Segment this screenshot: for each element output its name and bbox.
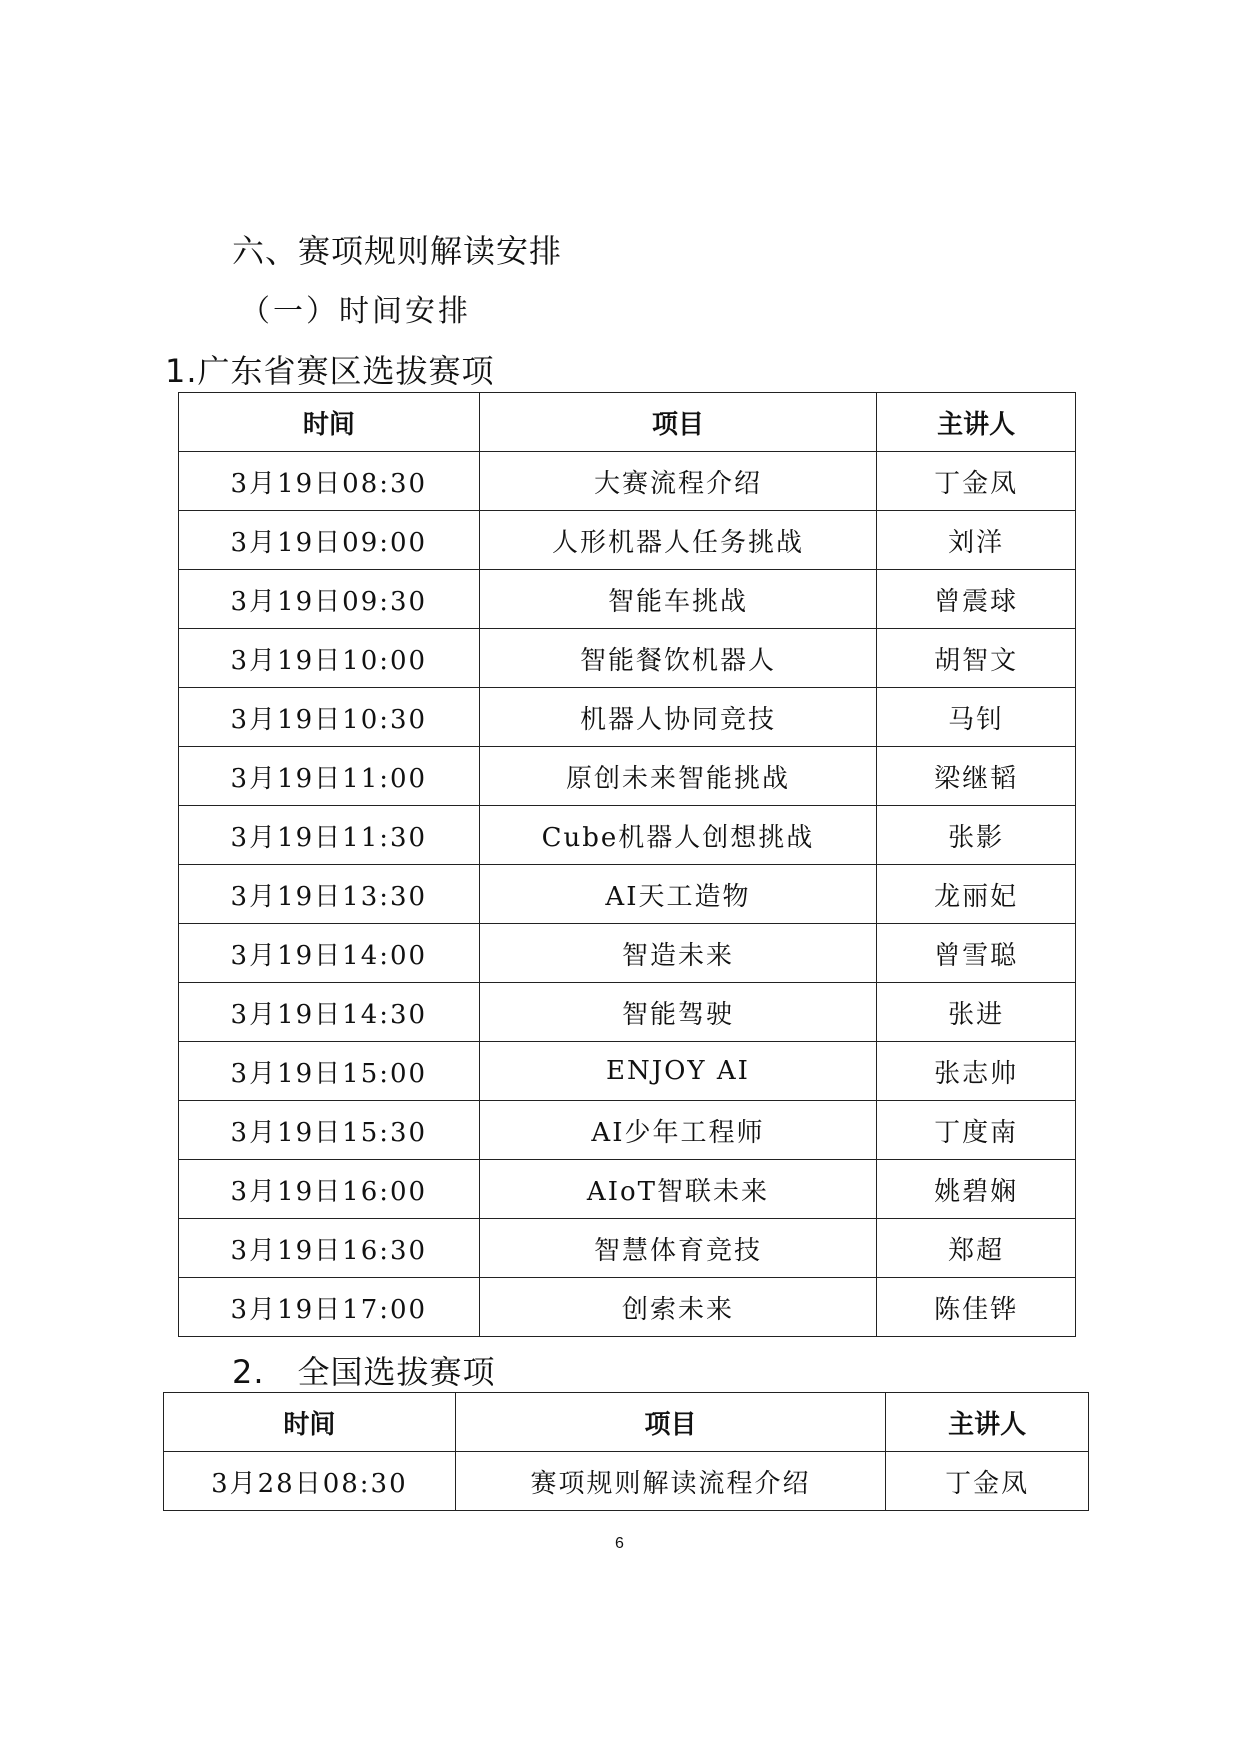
- schedule-table-national: [163, 1392, 1089, 1511]
- cell-speaker: 张进: [877, 983, 1076, 1042]
- cell-time: 3月19日14:00: [179, 924, 480, 983]
- cell-speaker: 曾雪聪: [877, 924, 1076, 983]
- cell-time: 3月19日08:30: [179, 452, 480, 511]
- page-number: 6: [615, 1535, 624, 1552]
- header-time: 时间: [164, 1393, 456, 1452]
- cell-item: 大赛流程介绍: [479, 452, 877, 511]
- table1-title: 1.广东省赛区选拔赛项: [165, 352, 495, 390]
- schedule-table-guangdong: [178, 392, 1076, 1337]
- cell-speaker: 丁金凤: [877, 452, 1076, 511]
- cell-time: 3月19日11:30: [179, 806, 480, 865]
- cell-time: 3月19日17:00: [179, 1278, 480, 1337]
- cell-speaker: 丁金凤: [886, 1452, 1089, 1511]
- cell-item: Cube机器人创想挑战: [479, 806, 877, 865]
- cell-item: 智造未来: [479, 924, 877, 983]
- cell-time: 3月19日16:00: [179, 1160, 480, 1219]
- header-item: 项目: [479, 393, 877, 452]
- cell-item: 创索未来: [479, 1278, 877, 1337]
- table-row: [179, 747, 1076, 806]
- cell-item: ENJOY AI: [479, 1042, 877, 1101]
- cell-speaker: 曾震球: [877, 570, 1076, 629]
- cell-item: 智慧体育竞技: [479, 1219, 877, 1278]
- cell-speaker: 郑超: [877, 1219, 1076, 1278]
- table-row: [179, 924, 1076, 983]
- cell-speaker: 刘洋: [877, 511, 1076, 570]
- cell-item: 智能车挑战: [479, 570, 877, 629]
- cell-speaker: 龙丽妃: [877, 865, 1076, 924]
- cell-item: 赛项规则解读流程介绍: [455, 1452, 885, 1511]
- table-row: [179, 1042, 1076, 1101]
- cell-speaker: 陈佳铧: [877, 1278, 1076, 1337]
- table-row: [179, 629, 1076, 688]
- cell-time: 3月19日16:30: [179, 1219, 480, 1278]
- subsection-heading: （一）时间安排: [240, 294, 471, 329]
- table-row: [179, 983, 1076, 1042]
- table-row: [179, 1101, 1076, 1160]
- cell-item: 人形机器人任务挑战: [479, 511, 877, 570]
- cell-speaker: 丁度南: [877, 1101, 1076, 1160]
- cell-time: 3月19日11:00: [179, 747, 480, 806]
- cell-item: 机器人协同竞技: [479, 688, 877, 747]
- table-row: [179, 1160, 1076, 1219]
- table2-title: 2. 全国选拔赛项: [232, 1353, 496, 1391]
- cell-time: 3月28日08:30: [164, 1452, 456, 1511]
- cell-speaker: 马钊: [877, 688, 1076, 747]
- cell-time: 3月19日15:00: [179, 1042, 480, 1101]
- cell-time: 3月19日10:30: [179, 688, 480, 747]
- cell-speaker: 张影: [877, 806, 1076, 865]
- table-row: [164, 1452, 1089, 1511]
- cell-time: 3月19日13:30: [179, 865, 480, 924]
- cell-time: 3月19日10:00: [179, 629, 480, 688]
- cell-item: 原创未来智能挑战: [479, 747, 877, 806]
- table-row: [179, 688, 1076, 747]
- table-row: [179, 806, 1076, 865]
- cell-item: AI少年工程师: [479, 1101, 877, 1160]
- cell-item: AIoT智联未来: [479, 1160, 877, 1219]
- table-row: [179, 1219, 1076, 1278]
- table-row: [179, 570, 1076, 629]
- table-row: [179, 511, 1076, 570]
- header-speaker: 主讲人: [877, 393, 1076, 452]
- cell-time: 3月19日09:30: [179, 570, 480, 629]
- table-header-row: [179, 393, 1076, 452]
- table-row: [179, 865, 1076, 924]
- cell-item: 智能餐饮机器人: [479, 629, 877, 688]
- table-row: [179, 452, 1076, 511]
- header-speaker: 主讲人: [886, 1393, 1089, 1452]
- cell-speaker: 梁继韬: [877, 747, 1076, 806]
- cell-time: 3月19日09:00: [179, 511, 480, 570]
- section-heading: 六、赛项规则解读安排: [232, 232, 563, 270]
- cell-speaker: 胡智文: [877, 629, 1076, 688]
- table-header-row: [164, 1393, 1089, 1452]
- cell-item: AI天工造物: [479, 865, 877, 924]
- header-time: 时间: [179, 393, 480, 452]
- cell-time: 3月19日15:30: [179, 1101, 480, 1160]
- cell-speaker: 张志帅: [877, 1042, 1076, 1101]
- cell-time: 3月19日14:30: [179, 983, 480, 1042]
- header-item: 项目: [455, 1393, 885, 1452]
- table-row: [179, 1278, 1076, 1337]
- cell-item: 智能驾驶: [479, 983, 877, 1042]
- cell-speaker: 姚碧娴: [877, 1160, 1076, 1219]
